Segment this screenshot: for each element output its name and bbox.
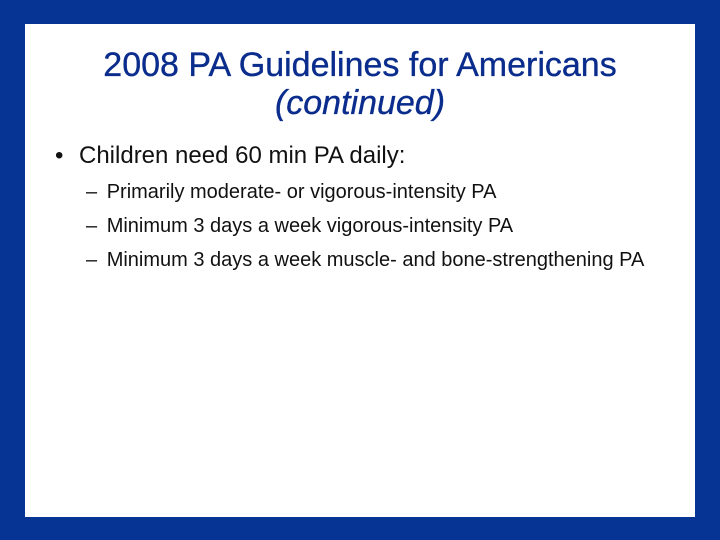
bullet-text: Children need 60 min PA daily: bbox=[79, 142, 406, 169]
title-line-2: (continued) bbox=[274, 84, 446, 122]
bullet-marker: • bbox=[55, 142, 64, 169]
sub-bullet-item bbox=[86, 178, 675, 206]
slide-title bbox=[25, 46, 695, 122]
slide-body bbox=[55, 140, 675, 280]
sub-bullet-marker: – bbox=[86, 181, 98, 203]
sub-bullet-marker: – bbox=[86, 249, 98, 271]
sub-bullet-item bbox=[86, 246, 675, 274]
sub-bullet-text: Primarily moderate- or vigorous-intensity PA bbox=[106, 181, 497, 203]
sub-bullet-item bbox=[86, 212, 675, 240]
bullet-item bbox=[55, 140, 675, 172]
sub-bullet-list bbox=[86, 178, 675, 274]
slide-content-panel bbox=[25, 24, 695, 517]
title-line-1: 2008 PA Guidelines for Americans bbox=[103, 46, 617, 84]
sub-bullet-text: Minimum 3 days a week vigorous-intensity PA bbox=[106, 215, 514, 237]
sub-bullet-text: Minimum 3 days a week muscle- and bone-strengthening PA bbox=[106, 249, 645, 271]
sub-bullet-marker: – bbox=[86, 215, 98, 237]
